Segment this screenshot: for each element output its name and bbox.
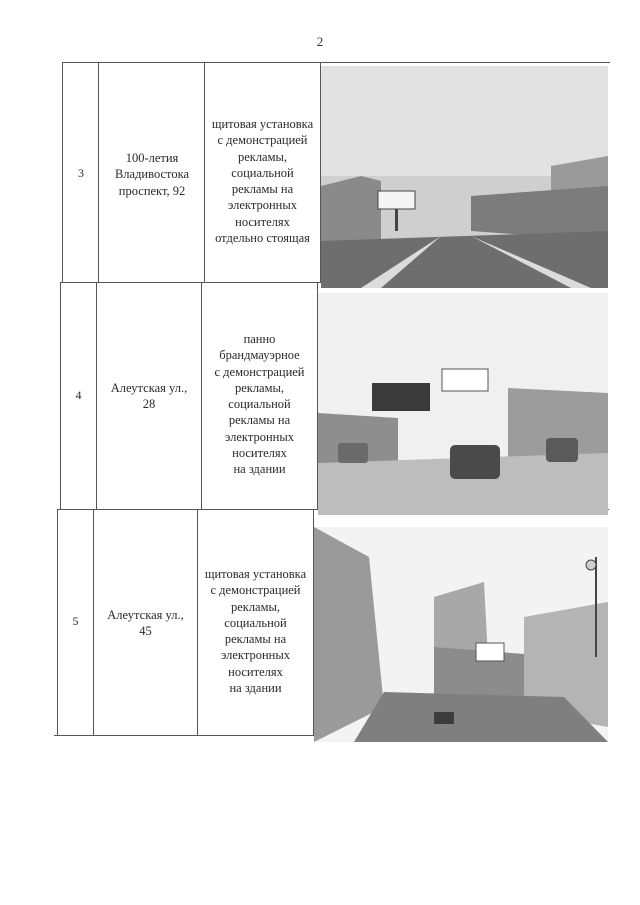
street-photo bbox=[321, 66, 608, 288]
description-line: социальной bbox=[228, 397, 291, 411]
row-address bbox=[94, 607, 197, 640]
description-line: электронных bbox=[228, 198, 297, 213]
row-description bbox=[198, 566, 313, 696]
description-line: с демонстрацией bbox=[210, 583, 301, 598]
row-number: 4 bbox=[75, 388, 82, 402]
description-line: носителях bbox=[232, 445, 287, 460]
description-line: носителях bbox=[235, 214, 290, 229]
row-address bbox=[100, 150, 204, 199]
address-line: Алеутская ул., bbox=[110, 381, 188, 395]
column-divider bbox=[98, 62, 99, 282]
description-line: электронных bbox=[221, 648, 290, 663]
address-line: 45 bbox=[139, 624, 152, 639]
description-line: панно bbox=[243, 332, 276, 346]
address-line: 28 bbox=[142, 397, 156, 412]
street-photo bbox=[318, 293, 608, 515]
description-line: электронных bbox=[225, 429, 294, 444]
description-line: рекламы, bbox=[237, 149, 288, 164]
street-photo bbox=[314, 527, 608, 742]
description-line: рекламы, bbox=[234, 380, 285, 395]
table-left-border bbox=[62, 62, 63, 282]
description-line: рекламы на bbox=[231, 182, 294, 196]
page-number: 2 bbox=[316, 34, 324, 49]
address-line: 100-летия bbox=[125, 151, 179, 165]
address-line: проспект, 92 bbox=[118, 183, 186, 198]
description-line: с демонстрацией bbox=[214, 364, 305, 379]
description-line: рекламы, bbox=[230, 599, 281, 614]
address-line: Алеутская ул., bbox=[107, 608, 184, 622]
description-line: социальной bbox=[224, 615, 287, 630]
row-number: 5 bbox=[72, 614, 79, 628]
description-line: щитовая установка bbox=[204, 567, 307, 581]
row-description bbox=[205, 116, 320, 246]
description-line: с демонстрацией bbox=[217, 133, 308, 148]
row-number: 3 bbox=[78, 166, 84, 180]
description-line: на здании bbox=[229, 680, 282, 695]
description-line: на здании bbox=[233, 462, 286, 476]
description-line: брандмауэрное bbox=[219, 348, 300, 363]
description-line: носителях bbox=[228, 664, 283, 679]
row-description bbox=[202, 331, 317, 477]
description-line: щитовая установка bbox=[211, 117, 314, 131]
description-line: отдельно стоящая bbox=[215, 230, 310, 245]
description-line: рекламы на bbox=[228, 413, 291, 428]
description-line: социальной bbox=[231, 165, 294, 180]
row-address bbox=[97, 380, 201, 413]
description-line: рекламы на bbox=[224, 632, 287, 646]
address-line: Владивостока bbox=[114, 167, 190, 182]
table-top-border bbox=[62, 62, 610, 63]
